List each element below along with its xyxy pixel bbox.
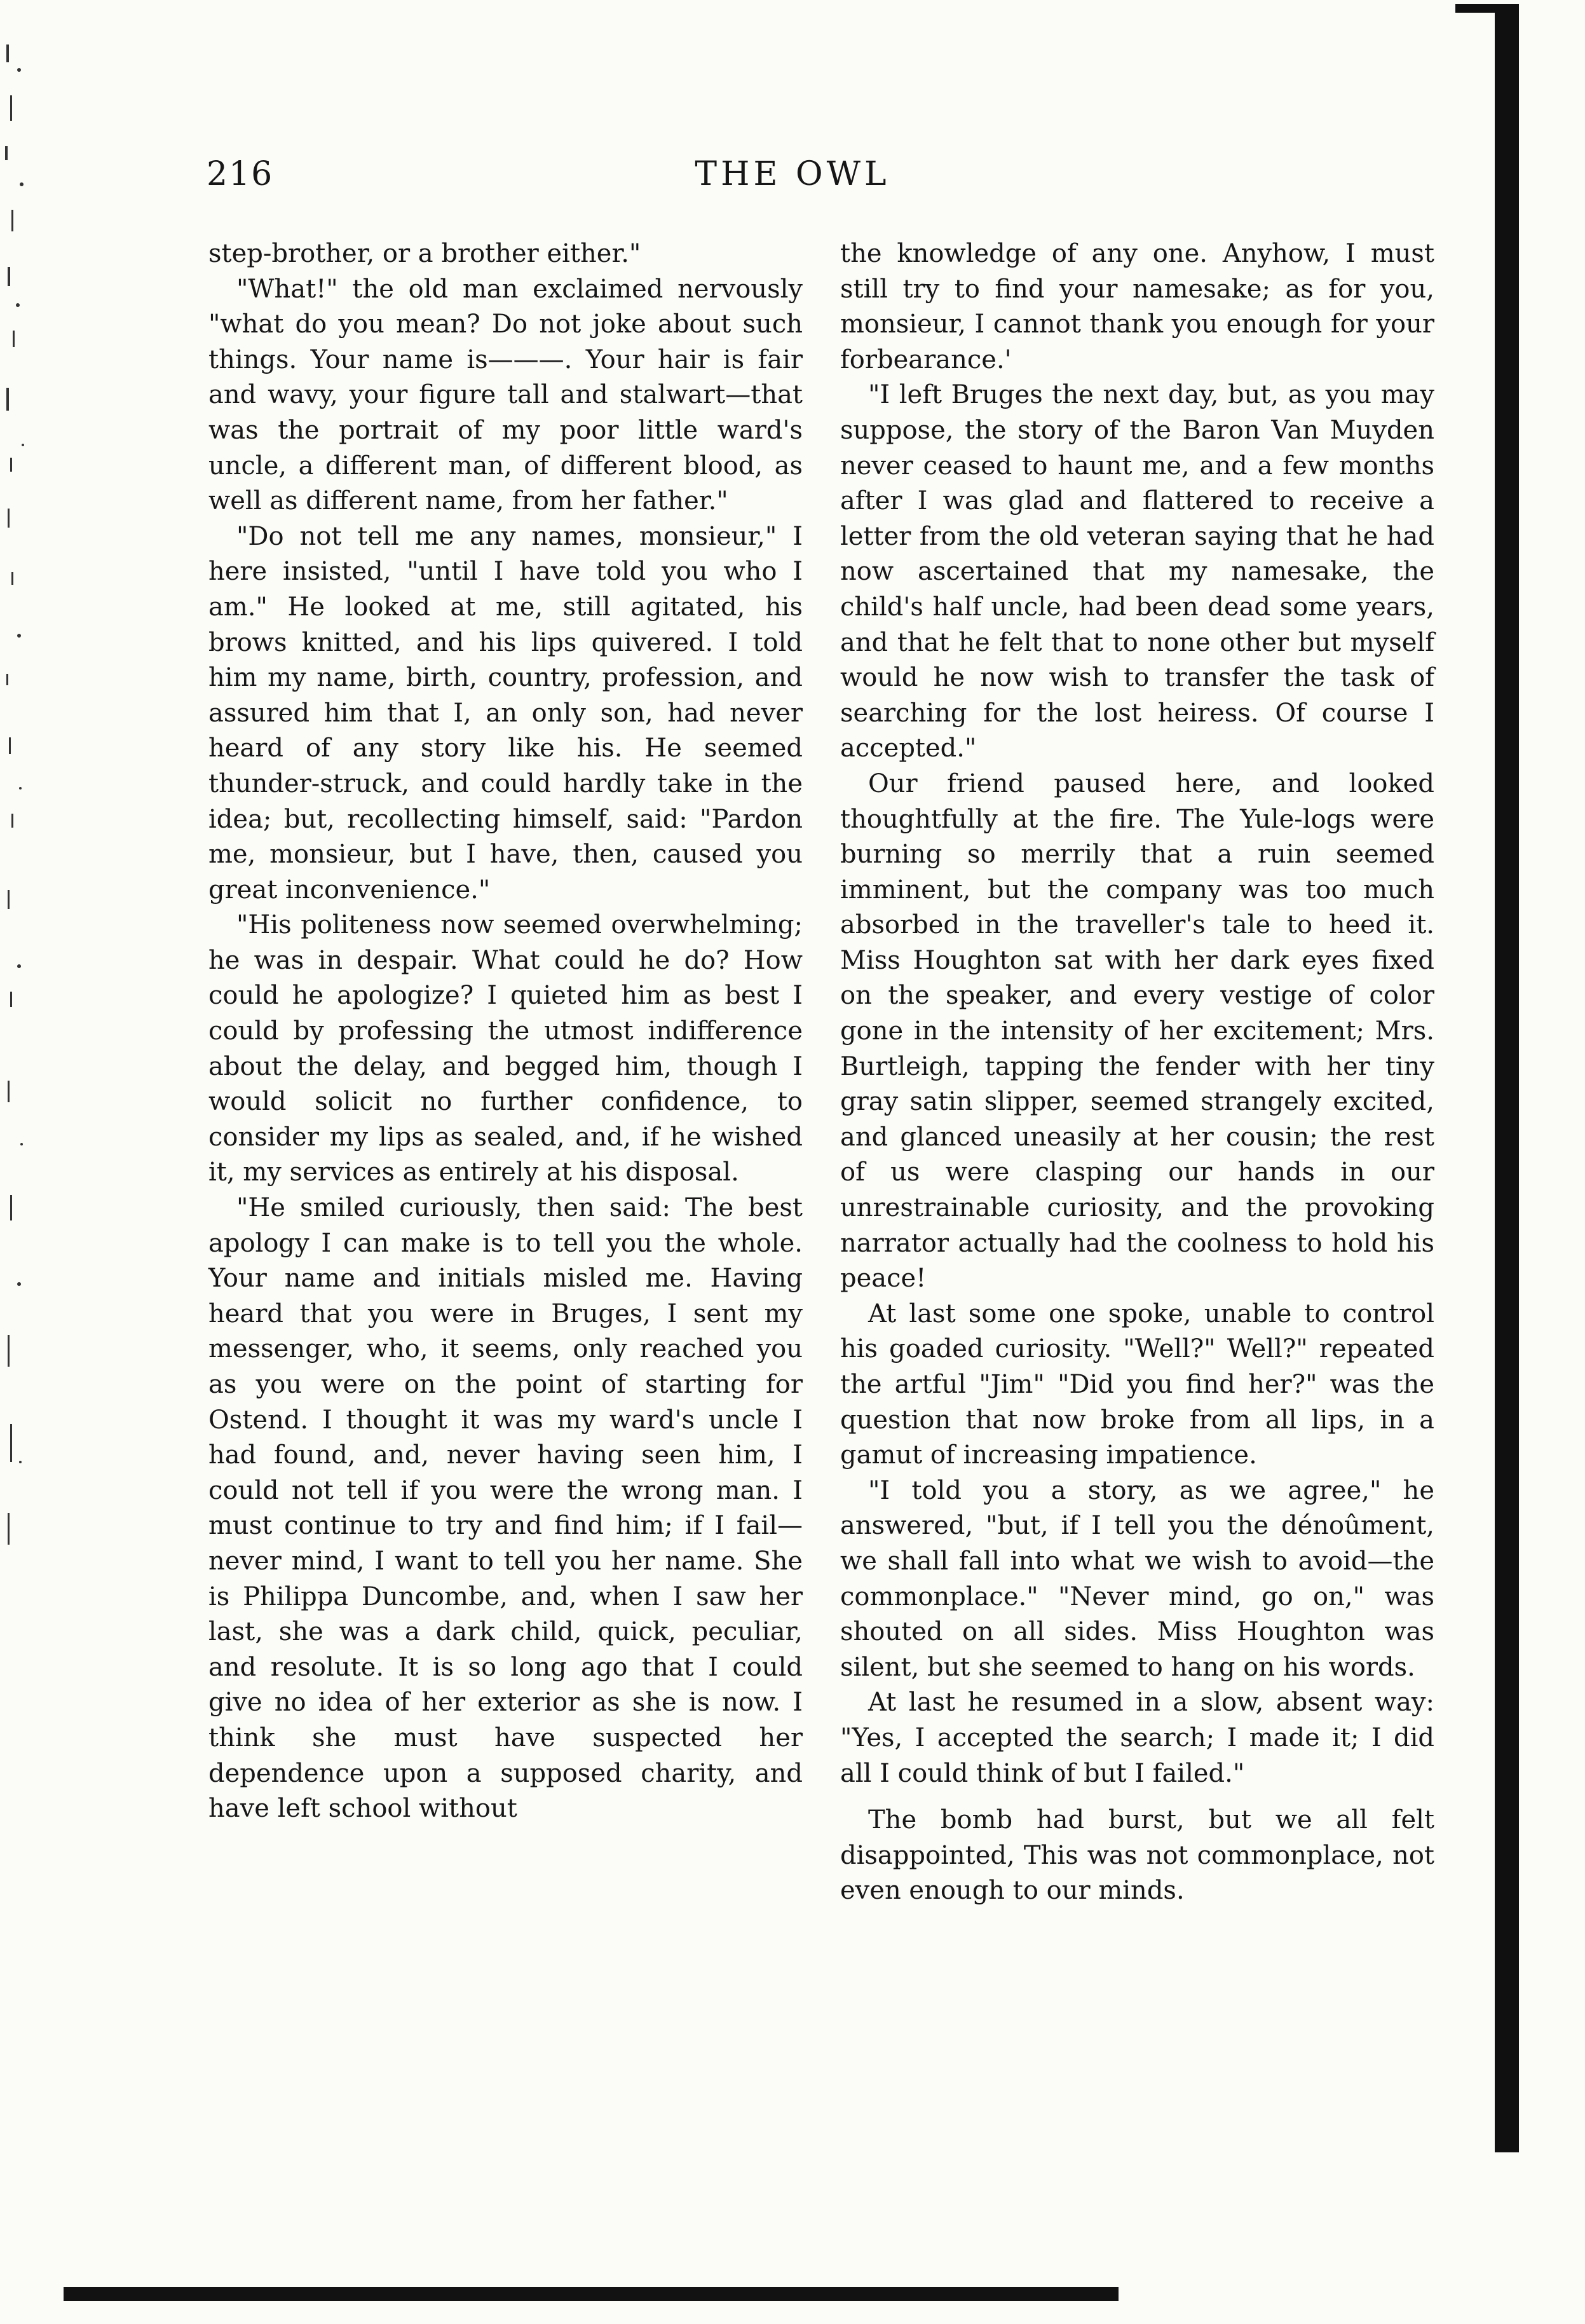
right-paragraph-2: "I left Bruges the next day, but, as you may suppose, the story of the Baron Van Muyden never ceased to haunt me, and a few months after I was glad and flattered to receive a letter from the old veteran saying that he had now ascertained that my namesake, the child's half uncle, had been dead some years, and that he felt that to none other but myself would he now wish to transfer the task of searching for the lost heiress. Of course I accepted." bbox=[840, 380, 1434, 763]
right-paragraph-3: Our friend paused here, and looked thoughtfully at the fire. The Yule-logs were burning so merrily that a ruin seemed imminent, but the company was too much absorbed in the traveller's tale to heed it. Miss Houghton sat with her dark eyes fixed on the speaker, and every vestige of color gone in the intensity of her excitement; Mrs. Burtleigh, tapping the fender with her tiny gray satin slipper, seemed strangely excited, and glanced uneasily at her cousin; the rest of us were clasping our hands in our unrestrainable curiosity, and the provoking narrator actually had the coolness to hold his peace! bbox=[840, 769, 1434, 1294]
right-paragraph-5: "I told you a story, as we agree," he answered, "but, if I tell you the dénoûment, we shall fall into what we wish to avoid—the commonplace." "Never mind, go on," was shouted on all sides. Miss Houghton was silent, but she seemed to hang on his words. bbox=[840, 1475, 1434, 1682]
left-paragraph-3: "Do not tell me any names, monsieur," I here insisted, "until I have told you who I am." He looked at me, still agitated, his brows knitted, and his lips quivered. I told him my name, birth, country, profession, and assured him that I, an only son, had never heard of any story like his. He seemed thunder-struck, and could hardly take in the idea; but, recollecting himself, said: "Pardon me, monsieur, but I have, then, caused you great inconvenience." bbox=[208, 521, 803, 905]
left-column bbox=[208, 236, 803, 1827]
right-paragraph-1: the knowledge of any one. Anyhow, I must still try to find your namesake; as for you, monsieur, I cannot thank you enough for your forbearance.' bbox=[840, 239, 1434, 374]
bottom-scan-rule bbox=[64, 2287, 1119, 2301]
left-paragraph-2: "What!" the old man exclaimed nervously "what do you mean? Do not joke about such things. Your name is———. Your hair is fair and wavy, your figure tall and stalwart—that was the portrait of my poor little ward's uncle, a different man, of different blood, as well as different name, from her father." bbox=[208, 274, 803, 516]
right-column bbox=[840, 236, 1434, 1909]
left-paragraph-5: "He smiled curiously, then said: The best apology I can make is to tell you the whole. Your name and initials misled me. Having heard that you were in Bruges, I sent my messenger, who, it seems, only reached you as you were on the point of starting for Ostend. I thought it was my ward's uncle I had found, and, never having seen him, I could not tell if you were the wrong man. I must continue to try and find him; if I fail—never mind, I want to tell you her name. She is Philippa Duncombe, and, when I saw her last, she was a dark child, quick, peculiar, and resolute. It is so long ago that I could give no idea of her exterior as she is now. I think she must have suspected her dependence upon a supposed charity, and have left school without bbox=[208, 1193, 803, 1824]
right-paragraph-4: At last some one spoke, unable to control his goaded curiosity. "Well?" Well?" repeated the artful "Jim" "Did you find her?" was the question that now broke from all lips, in a gamut of increasing impatience. bbox=[840, 1299, 1434, 1470]
left-paragraph-1: step-brother, or a brother either." bbox=[208, 239, 641, 268]
left-paragraph-4: "His politeness now seemed overwhelming; he was in despair. What could he do? How could he apologize? I quieted him as best I could by professing the utmost indifference about the delay, and begged him, though I would solicit no further confidence, to consider my lips as sealed, and, if he wished it, my services as entirely at his disposal. bbox=[208, 910, 803, 1187]
page-number: 216 bbox=[207, 155, 274, 193]
margin-scan-specks bbox=[0, 0, 102, 1653]
right-paragraph-6: At last he resumed in a slow, absent way: "Yes, I accepted the search; I made it; I did all I could think of but I failed." bbox=[840, 1688, 1434, 1788]
scan-edge-shadow bbox=[1495, 4, 1519, 2152]
right-paragraph-7: The bomb had burst, but we all felt disappointed, This was not commonplace, not even enough to our minds. bbox=[840, 1805, 1434, 1906]
running-head: THE OWL bbox=[695, 155, 890, 193]
